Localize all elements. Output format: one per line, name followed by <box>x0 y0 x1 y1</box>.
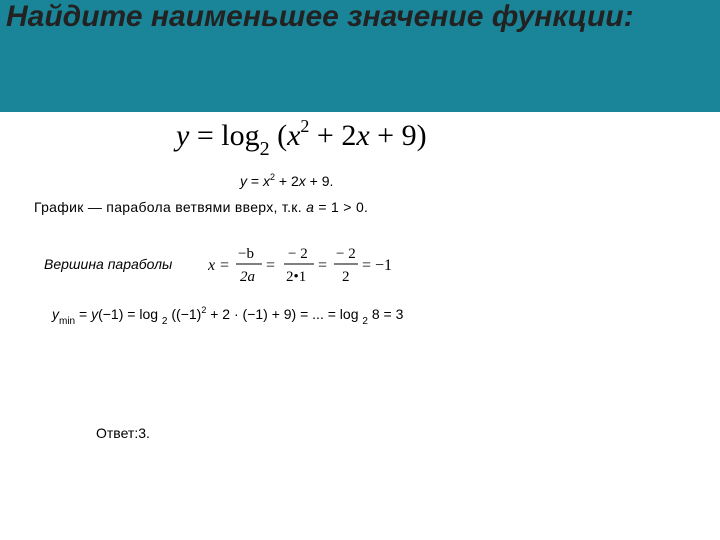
svg-text:2: 2 <box>342 269 350 285</box>
vertex-formula <box>208 238 408 288</box>
vertex-label: Вершина параболы <box>44 256 173 272</box>
svg-text:x: x <box>208 257 216 274</box>
svg-text:=: = <box>266 257 276 274</box>
svg-text:−b: −b <box>238 246 254 262</box>
svg-text:=: = <box>318 257 328 274</box>
function-formula: $y = \log_2 (x^2 + 2x + 9)$ <box>176 116 427 160</box>
svg-text:2•1: 2•1 <box>286 269 307 285</box>
svg-text:=: = <box>220 257 230 274</box>
page-title: Найдите наименьшее значение функции: <box>6 0 634 33</box>
answer-text: Ответ:3. <box>96 425 150 441</box>
svg-text:− 2: − 2 <box>336 246 356 262</box>
svg-text:− 2: − 2 <box>288 246 308 262</box>
graph-note: График — парабола ветвями вверх, т.к. a = 1 > 0. <box>34 199 369 215</box>
svg-text:= −1: = −1 <box>362 257 393 274</box>
inner-function-line: $y = x^2 + 2x + 9$. <box>240 172 334 189</box>
minimum-value-line: $y_{min} = y(-1) = \log _2$ $((-1)^2 + 2 \cdot (-1) + 9)$ = ... = log $_2$ 8 = 3 <box>52 305 404 327</box>
svg-text:2a: 2a <box>240 269 255 285</box>
